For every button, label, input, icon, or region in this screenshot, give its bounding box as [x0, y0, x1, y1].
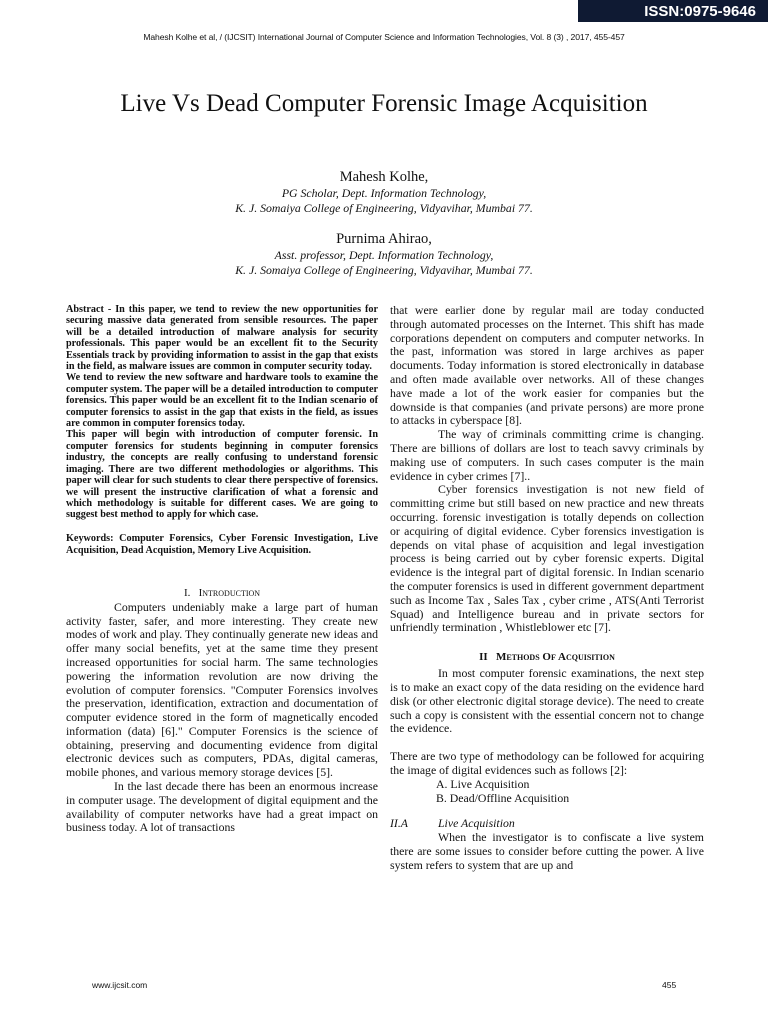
- subsection-number: II.A: [390, 816, 409, 831]
- body-paragraph: There are two type of methodology can be followed for acquiring the image of digital evidences such as follows [2]:: [390, 749, 704, 777]
- body-paragraph: In most computer forensic examinations, the next step is to make an exact copy of the data residing on the evidence hard disk (or other electronic digital storage device). The need to create such a copy is consistent with the essential concern not to change the evidence.: [390, 666, 704, 736]
- author-block: [100, 168, 668, 292]
- body-paragraph: Cyber forensics investigation is not new field of committing crime but still based on new practice and new threats occurring. forensic investigation is totally depends on collection or acquiring of digital evidence. Cyber forensics investigation is depends on vital phase of acquisition and legal investigation process is being carried out by cyber forensic experts. Digital evidence is the integral part of digital forensic. In Indian scenario the computer forensics is used in different government department such as Income Tax , Sales Tax , cyber crime , ATS(Anti Terrorist Squad) and Intelligence bureau and in private sectors for unfriendly termination , Whistleblower etc [7].: [390, 482, 704, 635]
- author-1: [100, 168, 668, 216]
- section-number: II: [479, 651, 488, 664]
- issn-banner: [578, 0, 768, 22]
- author-affiliation: PG Scholar, Dept. Information Technology,: [281, 186, 487, 200]
- paper-title: Live Vs Dead Computer Forensic Image Acquisition: [120, 90, 648, 117]
- body-paragraph: that were earlier done by regular mail are today conducted through automated processes on the Internet. This shift has made corporations dependent on computers and computer networks. In the past, information was stored in large archives as paper documents. Today information is stored electronically in database and often made available over networks. All of these changes have made a lot of the work easier for companies but the downside is that companies (and private persons) are more prone to attacks in cyberspace [8].: [390, 303, 704, 428]
- section-heading-introduction: [66, 587, 378, 599]
- author-institution: K. J. Somaiya College of Engineering, Vidyavihar, Mumbai 77.: [235, 263, 533, 277]
- issn-label: ISSN:0975-9646: [644, 3, 756, 20]
- abstract-paragraph: We tend to review the new software and hardware tools to examine the computer system. The paper will be a detailed introduction to computer forensics. This paper would be an excellent fit to the Indian scenario of computer forensics to assist in the gap that exists in the field, as issues are common in computer forensics today.: [66, 372, 378, 430]
- section-title: Introduction: [198, 586, 261, 599]
- body-paragraph: Computers undeniably make a large part of human activity faster, safer, and more interesting. They create new modes of work and play. They continually generate new ideas and offer many social benefits, yet at the same time they present increased opportunities for social harm. The same technologies powering the information revolution are now driving the evolution of computer forensics. "Computer Forensics involves the preservation, identification, extraction and documentation of computer evidence stored in the form of magnetically encoded information (data) [6]." Computer Forensics is the science of obtaining, preserving and documenting evidence from digital electronic devices such as computers, PDAs, digital cameras, mobile phones, and various memory storage devices [5].: [66, 599, 378, 780]
- abstract-paragraph: Abstract - In this paper, we tend to review the new opportunities for securing massive data generated from sensible resources. The paper will be a detailed introduction of malware analysis for security professionals. This paper would be an excellent fit to the Security Essentials track by providing information to assist in the gap that exists in the field, as malware issues are common in computer security today.: [66, 304, 378, 373]
- section-number: I.: [183, 586, 191, 599]
- subsection-heading-live-acquisition: [390, 817, 704, 831]
- right-column: [390, 304, 704, 872]
- section-heading-methods: [390, 651, 704, 663]
- author-affiliation: Asst. professor, Dept. Information Technology,: [274, 248, 494, 262]
- method-list: [390, 778, 704, 806]
- list-item: A. Live Acquisition: [436, 776, 530, 791]
- keywords: Keywords: Computer Forensics, Cyber Forensic Investigation, Live Acquisition, Dead Acquistion, Memory Live Acquisition.: [66, 532, 378, 556]
- section-title: Methods Of Acquisition: [495, 651, 615, 664]
- body-paragraph: The way of criminals committing crime is changing. There are billions of dollars are lost to teach savvy criminals by making use of computers. In such cases computer is the main evidence in cyber crimes [7]..: [390, 427, 704, 483]
- page-number: 455: [662, 980, 677, 990]
- running-head: Mahesh Kolhe et al, / (IJCSIT) International Journal of Computer Science and Information Technologies, Vol. 8 (3) , 2017, 455-457: [143, 32, 625, 42]
- abstract-paragraph: This paper will begin with introduction of computer forensic. In computer forensics for students beginning in computer forensics industry, the concepts are really confusing to understand forensic imaging. There are two different methodologies or algorithms. This paper will clear for such students to clear there perspective of forensics. we will present the instructive clarification of what a forensic and which methodology is suitable for different cases. We are going to suggest best method to apply for which case.: [66, 429, 378, 521]
- subsection-title: Live Acquisition: [438, 816, 515, 831]
- author-institution: K. J. Somaiya College of Engineering, Vidyavihar, Mumbai 77.: [235, 201, 533, 215]
- body-paragraph: When the investigator is to confiscate a live system there are some issues to consider before cutting the power. A live system refers to system that are up and: [390, 830, 704, 872]
- footer-website: www.ijcsit.com: [92, 980, 148, 990]
- author-name: Purnima Ahirao,: [336, 231, 432, 247]
- list-item: B. Dead/Offline Acquisition: [436, 790, 570, 805]
- left-column: [66, 304, 378, 835]
- author-2: [100, 230, 668, 278]
- abstract: [66, 304, 378, 521]
- body-paragraph: In the last decade there has been an enormous increase in computer usage. The development of digital equipment and the availability of computer networks have had a great impact on business today. A lot of transactions: [66, 779, 378, 835]
- author-name: Mahesh Kolhe,: [339, 169, 429, 185]
